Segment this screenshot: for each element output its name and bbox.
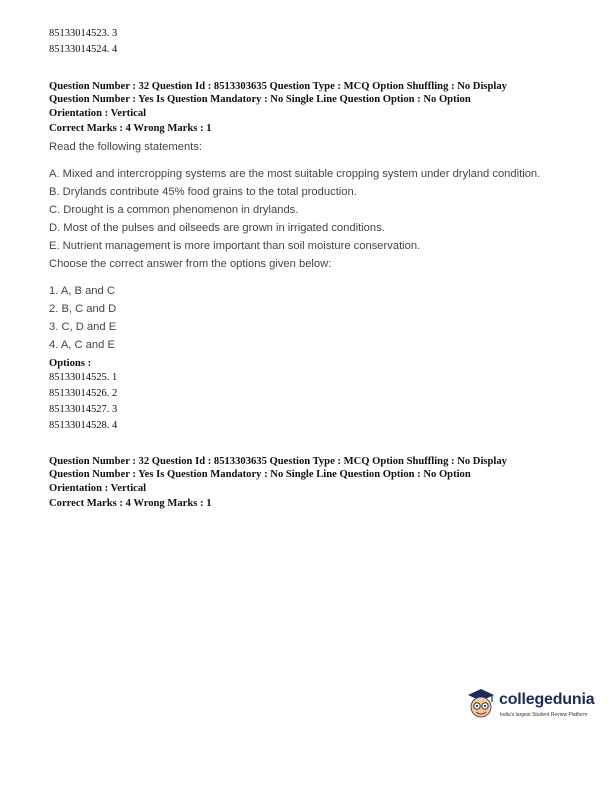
question-intro: Read the following statements: [49, 140, 202, 153]
prev-option-4: 85133014524. 4 [49, 44, 118, 55]
answer-list [49, 282, 579, 354]
question-header-line1: Question Number : 32 Question Id : 8513303635 Question Type : MCQ Option Shuffling : No Display [49, 456, 507, 468]
question-block [49, 80, 579, 434]
question-header-line3: Orientation : Vertical [49, 482, 147, 494]
statement-list [49, 165, 579, 255]
statement-a: A. Mixed and intercropping systems are the most suitable cropping system under dryland condition. [49, 167, 541, 180]
answer-item-4: 4. A, C and E [49, 338, 115, 351]
statement-c: C. Drought is a common phenomenon in drylands. [49, 203, 299, 216]
question-header-line2: Question Number : Yes Is Question Mandatory : No Single Line Question Option : No Option [49, 94, 471, 106]
statement-e: E. Nutrient management is more important than soil moisture conservation. [49, 239, 421, 252]
collegedunia-logo [464, 686, 594, 726]
answer-item-1: 1. A, B and C [49, 284, 115, 297]
logo-wordmark: collegedunia [499, 691, 595, 708]
document-page [49, 26, 579, 511]
question-block-next [49, 455, 579, 511]
question-marks: Correct Marks : 4 Wrong Marks : 1 [49, 123, 212, 135]
question-header-line3: Orientation : Vertical [49, 107, 147, 119]
option-id-1: 85133014525. 1 [49, 372, 118, 384]
question-header-line2: Question Number : Yes Is Question Mandatory : No Single Line Question Option : No Option [49, 469, 471, 481]
answer-item-3: 3. C, D and E [49, 320, 117, 333]
choose-instruction: Choose the correct answer from the options given below: [49, 257, 332, 270]
question-header-line1: Question Number : 32 Question Id : 8513303635 Question Type : MCQ Option Shuffling : No Display [49, 81, 507, 92]
statement-d: D. Most of the pulses and oilseeds are grown in irrigated conditions. [49, 221, 385, 234]
option-id-2: 85133014526. 2 [49, 388, 118, 400]
answer-item-2: 2. B, C and D [49, 302, 117, 315]
statement-b: B. Drylands contribute 45% food grains to the total production. [49, 185, 357, 198]
options-label: Options : [49, 357, 92, 369]
option-id-4: 85133014528. 4 [49, 420, 118, 432]
logo-tagline: India's largest Student Review Platform [500, 712, 588, 718]
option-id-3: 85133014527. 3 [49, 404, 118, 416]
question-marks: Correct Marks : 4 Wrong Marks : 1 [49, 498, 212, 510]
mascot-icon [464, 686, 498, 722]
prev-option-3: 85133014523. 3 [49, 28, 118, 39]
